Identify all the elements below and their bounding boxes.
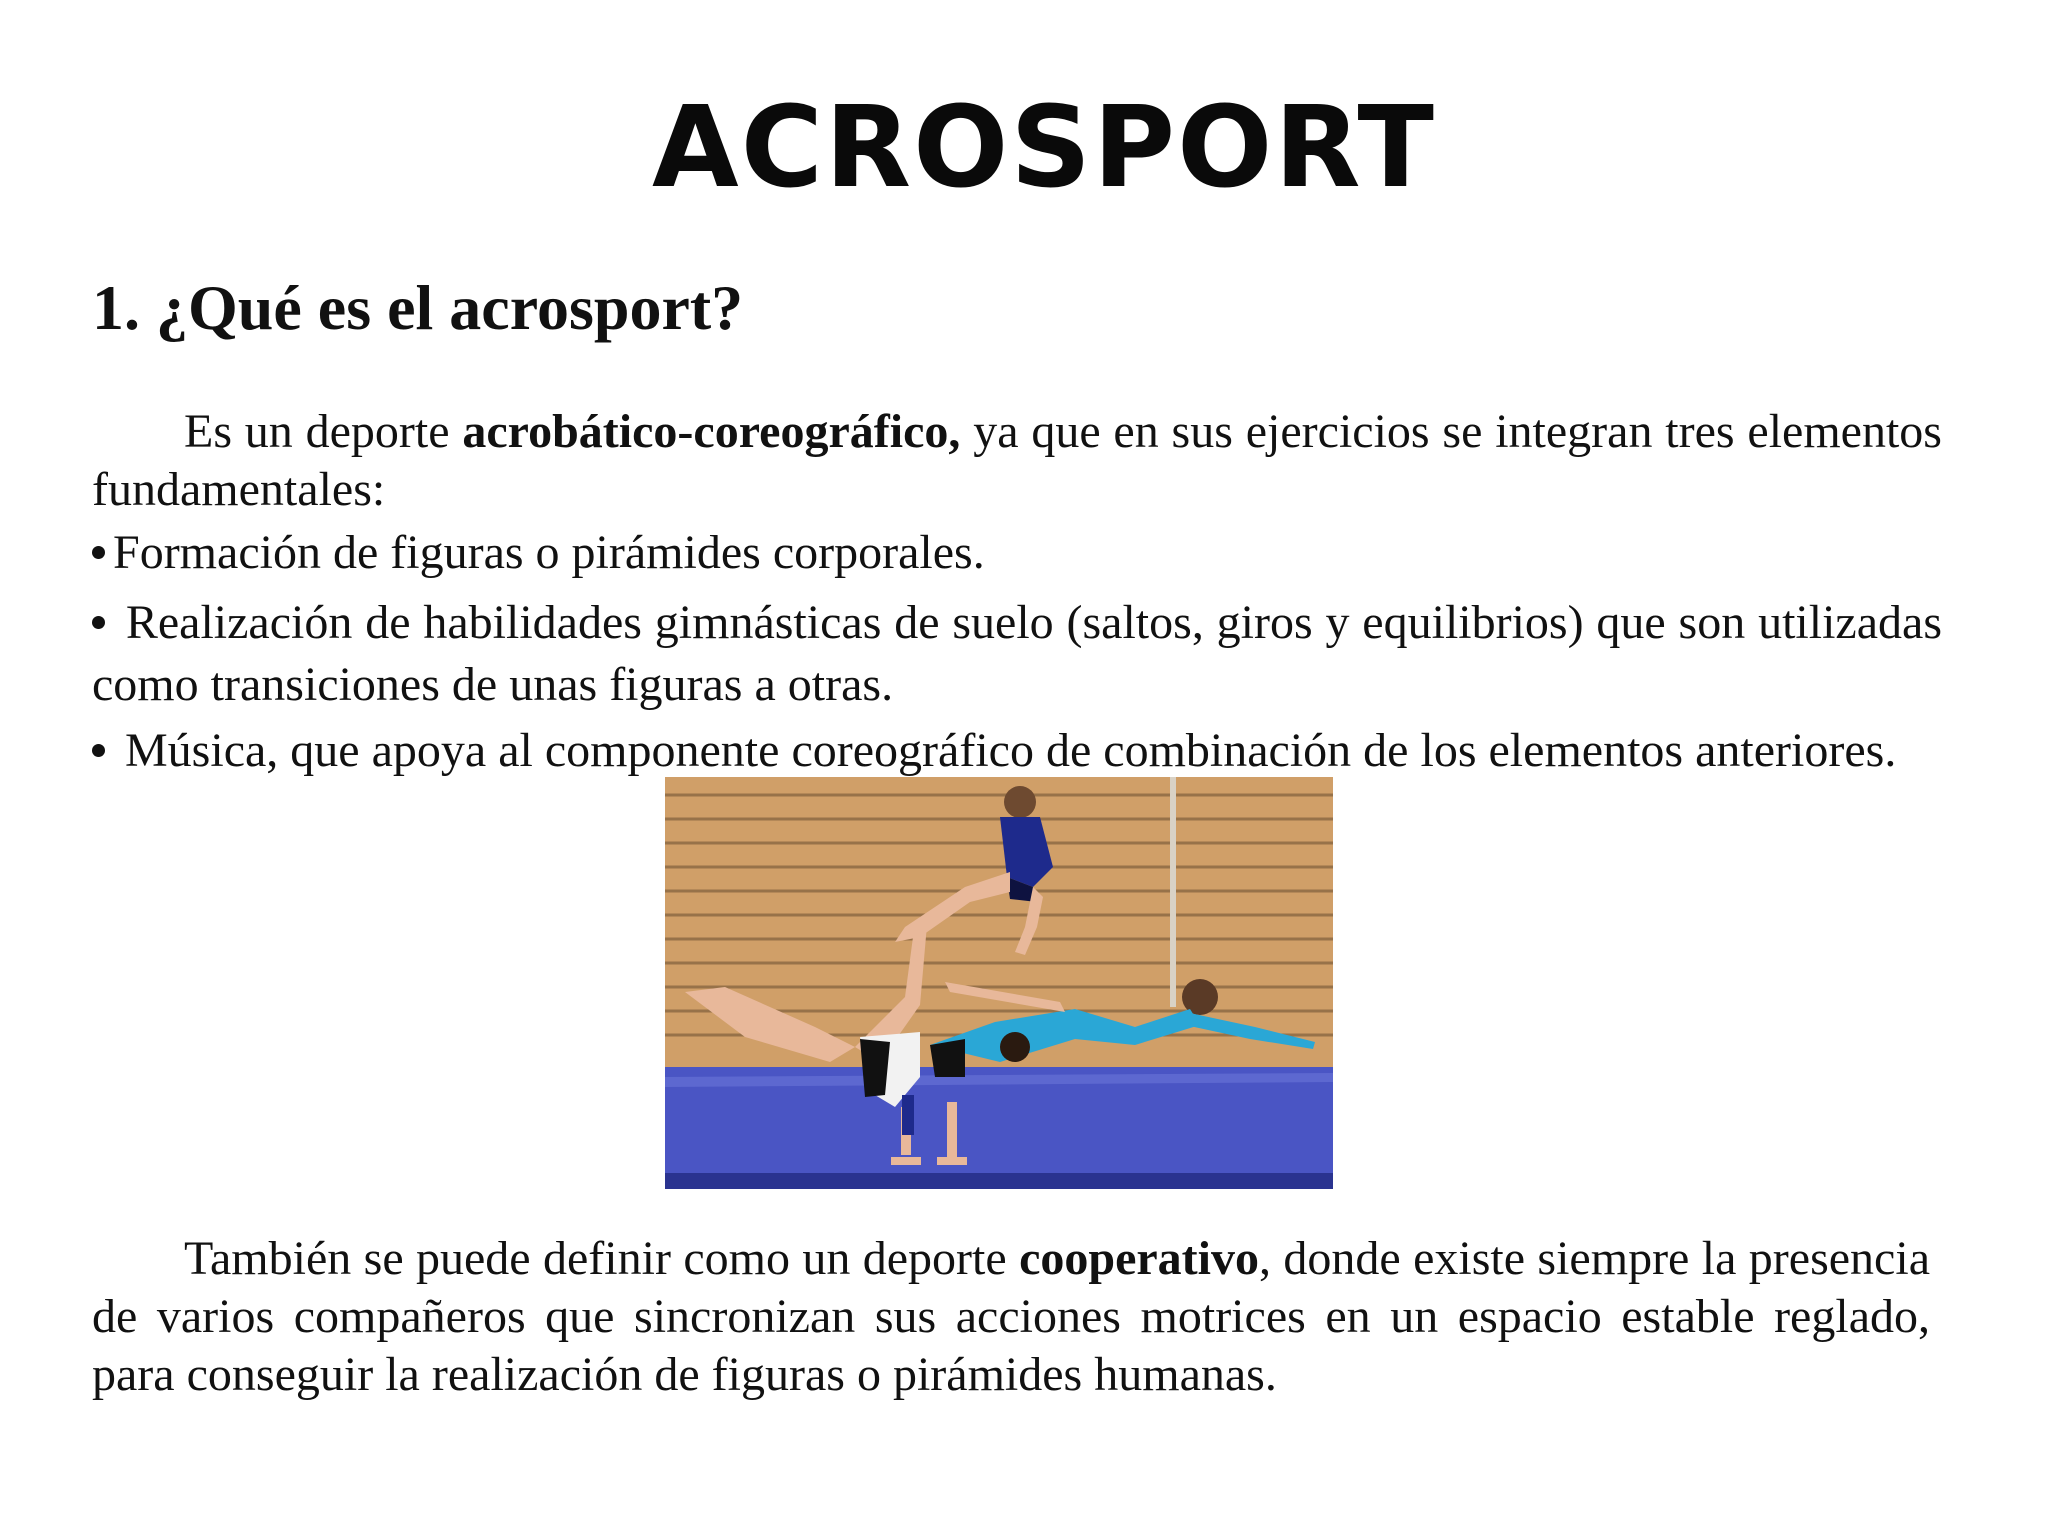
closing-bold-term: cooperativo <box>1019 1232 1259 1285</box>
bullet-icon <box>92 744 105 757</box>
bullet-item-figuras <box>92 522 1942 584</box>
closing-paragraph <box>92 1230 1930 1404</box>
photo-illustration <box>665 777 1333 1189</box>
closing-text-before: También se puede definir como un deporte <box>184 1232 1020 1285</box>
closing-text-after: , donde existe siempre la presencia de varios compañeros que sincronizan sus acciones motrices en un espacio estable reglado, para conseguir la realización de figuras o pirámides humanas. <box>92 1232 1930 1401</box>
acrosport-pyramid-photo <box>665 777 1333 1189</box>
intro-paragraph <box>92 403 1942 519</box>
bullet-text: Realización de habilidades gimnásticas de suelo (saltos, giros y equilibrios) que son utilizadas como transiciones de unas figuras a otras. <box>92 596 1942 711</box>
intro-text-after: ya que en sus ejercicios se integran tres elementos fundamentales: <box>92 405 1942 516</box>
bullet-item-habilidades <box>92 592 1942 716</box>
section-heading: 1. ¿Qué es el acrosport? <box>92 272 744 343</box>
bullet-text: Música, que apoya al componente coreográfico de combinación de los elementos anteriores. <box>125 724 1897 777</box>
page-title: ACROSPORT <box>652 83 1436 213</box>
bullet-icon <box>92 616 105 629</box>
bullet-text: Formación de figuras o pirámides corporales. <box>113 526 985 579</box>
intro-text-before: Es un deporte <box>184 405 463 458</box>
bullet-icon <box>92 546 105 559</box>
intro-bold-term: acrobático-coreográfico, <box>462 405 961 458</box>
bullet-item-musica <box>92 720 1942 782</box>
